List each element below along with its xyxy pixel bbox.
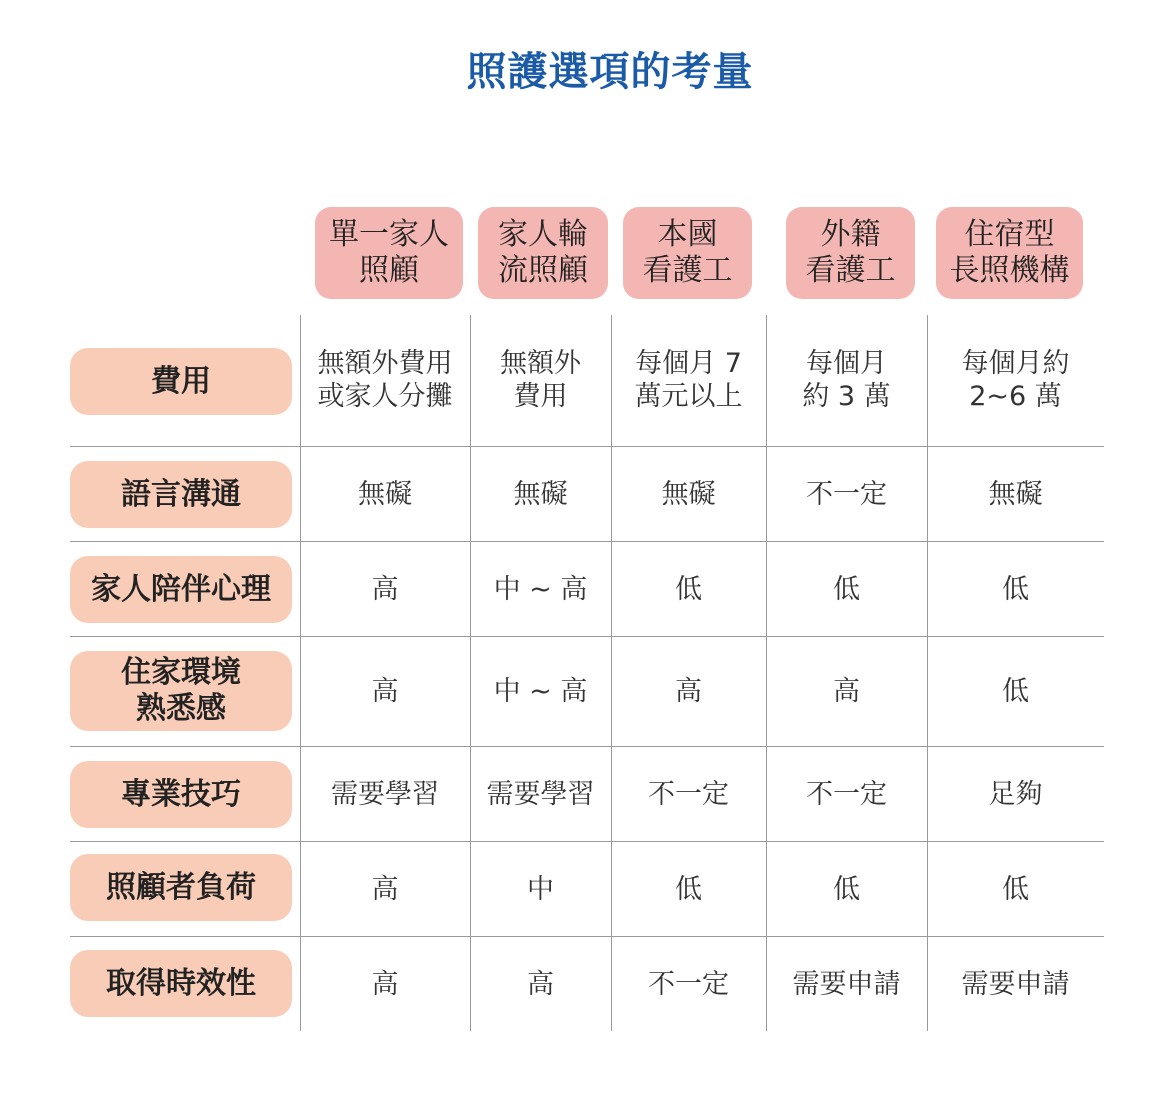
table-cell xyxy=(766,447,927,541)
cell-line: 約 3 萬 xyxy=(802,381,891,412)
cell-line: 無額外 xyxy=(500,348,581,379)
table-cell xyxy=(766,542,927,636)
table-cell xyxy=(766,637,927,746)
cell-line: 無礙 xyxy=(988,478,1043,510)
cell-line: 中 ~ 高 xyxy=(493,676,588,707)
table-cell xyxy=(766,842,927,936)
column-header-line: 看護工 xyxy=(805,253,896,288)
cell-line: 低 xyxy=(833,873,860,905)
cell-line: 中 ~ 高 xyxy=(493,573,588,605)
column-header-line: 流照顧 xyxy=(498,253,588,288)
cell-line: 無礙 xyxy=(358,478,412,510)
row-label-line: 熟悉感 xyxy=(136,691,226,726)
table-cell xyxy=(300,330,470,430)
cell-line: 高 xyxy=(371,968,399,1000)
table-cell xyxy=(927,637,1104,746)
table-cell xyxy=(927,330,1104,430)
cell-line: 高 xyxy=(675,676,702,707)
table-cell xyxy=(470,447,611,541)
table-cell xyxy=(927,447,1104,541)
cell-line: 或家人分攤 xyxy=(317,381,453,412)
table-cell xyxy=(470,747,611,841)
cell-line: 不一定 xyxy=(648,968,729,1000)
table-cell xyxy=(611,542,766,636)
cell-line: 無礙 xyxy=(513,478,568,510)
cell-line: 高 xyxy=(833,676,860,707)
column-header-line: 單一家人 xyxy=(329,217,449,252)
cell-line: 低 xyxy=(833,573,860,605)
table-cell xyxy=(766,747,927,841)
cell-line: 無額外費用 xyxy=(317,348,453,379)
table-cell xyxy=(927,542,1104,636)
cell-line: 足夠 xyxy=(988,778,1043,810)
table-cell xyxy=(470,937,611,1031)
cell-line: 2~6 萬 xyxy=(969,381,1062,412)
table-cell xyxy=(300,842,470,936)
table-cell xyxy=(927,937,1104,1031)
row-label-line: 語言溝通 xyxy=(121,476,241,512)
cell-line: 每個月 7 xyxy=(635,348,742,379)
cell-line: 每個月 xyxy=(806,348,887,379)
row-label-line: 專業技巧 xyxy=(121,776,241,812)
row-label-home-familiarity xyxy=(70,651,292,731)
cell-line: 需要申請 xyxy=(961,968,1070,1000)
table-cell xyxy=(300,937,470,1031)
table-cell xyxy=(300,447,470,541)
cell-line: 需要申請 xyxy=(792,968,901,1000)
table-cell xyxy=(611,937,766,1031)
table-cell xyxy=(766,937,927,1031)
cell-line: 高 xyxy=(371,676,399,707)
column-header-line: 照顧 xyxy=(359,253,419,288)
cell-line: 無礙 xyxy=(661,478,716,510)
table-cell xyxy=(300,747,470,841)
table-cell xyxy=(300,542,470,636)
table-cell xyxy=(300,637,470,746)
row-label-family-companionship xyxy=(70,556,292,623)
table-cell xyxy=(611,447,766,541)
table-cell xyxy=(470,330,611,430)
cell-line: 高 xyxy=(371,573,399,605)
cell-line: 高 xyxy=(527,968,554,1000)
cell-line: 費用 xyxy=(513,381,568,412)
table-cell xyxy=(470,542,611,636)
cell-line: 需要學習 xyxy=(486,778,595,810)
column-header-line: 外籍 xyxy=(820,217,881,252)
column-header-line: 家人輪 xyxy=(498,217,588,252)
column-header-line: 住宿型 xyxy=(964,217,1055,252)
row-label-line: 住家環境 xyxy=(121,655,241,690)
table-cell xyxy=(470,842,611,936)
cell-line: 高 xyxy=(371,873,399,905)
page-title: 照護選項的考量 xyxy=(466,49,754,95)
row-label-caregiver-burden xyxy=(70,854,292,921)
cell-line: 需要學習 xyxy=(331,778,439,810)
row-label-line: 家人陪伴心理 xyxy=(91,571,271,607)
table-cell xyxy=(611,637,766,746)
table-cell xyxy=(927,842,1104,936)
table-cell xyxy=(927,747,1104,841)
cell-line: 低 xyxy=(1002,873,1029,905)
table-cell xyxy=(470,637,611,746)
cell-line: 中 xyxy=(527,873,554,905)
cell-line: 不一定 xyxy=(806,478,887,510)
table-cell xyxy=(611,330,766,430)
column-header-line: 看護工 xyxy=(642,253,733,288)
cell-line: 低 xyxy=(1002,676,1029,707)
cell-line: 不一定 xyxy=(806,778,887,810)
cell-line: 不一定 xyxy=(648,778,729,810)
table-cell xyxy=(766,330,927,430)
cell-line: 每個月約 xyxy=(961,348,1070,379)
row-label-professional-skills xyxy=(70,761,292,828)
row-label-availability xyxy=(70,950,292,1017)
cell-line: 低 xyxy=(1002,573,1029,605)
row-label-language xyxy=(70,461,292,528)
cell-line: 萬元以上 xyxy=(634,381,743,412)
table-cell xyxy=(611,842,766,936)
column-header-line: 本國 xyxy=(657,217,718,252)
row-label-line: 照顧者負荷 xyxy=(106,869,256,905)
row-label-line: 取得時效性 xyxy=(106,965,256,1001)
row-label-cost xyxy=(70,348,292,415)
row-label-line: 費用 xyxy=(151,363,211,399)
cell-line: 低 xyxy=(675,873,702,905)
cell-line: 低 xyxy=(675,573,702,605)
table-cell xyxy=(611,747,766,841)
column-header-line: 長照機構 xyxy=(949,253,1070,288)
